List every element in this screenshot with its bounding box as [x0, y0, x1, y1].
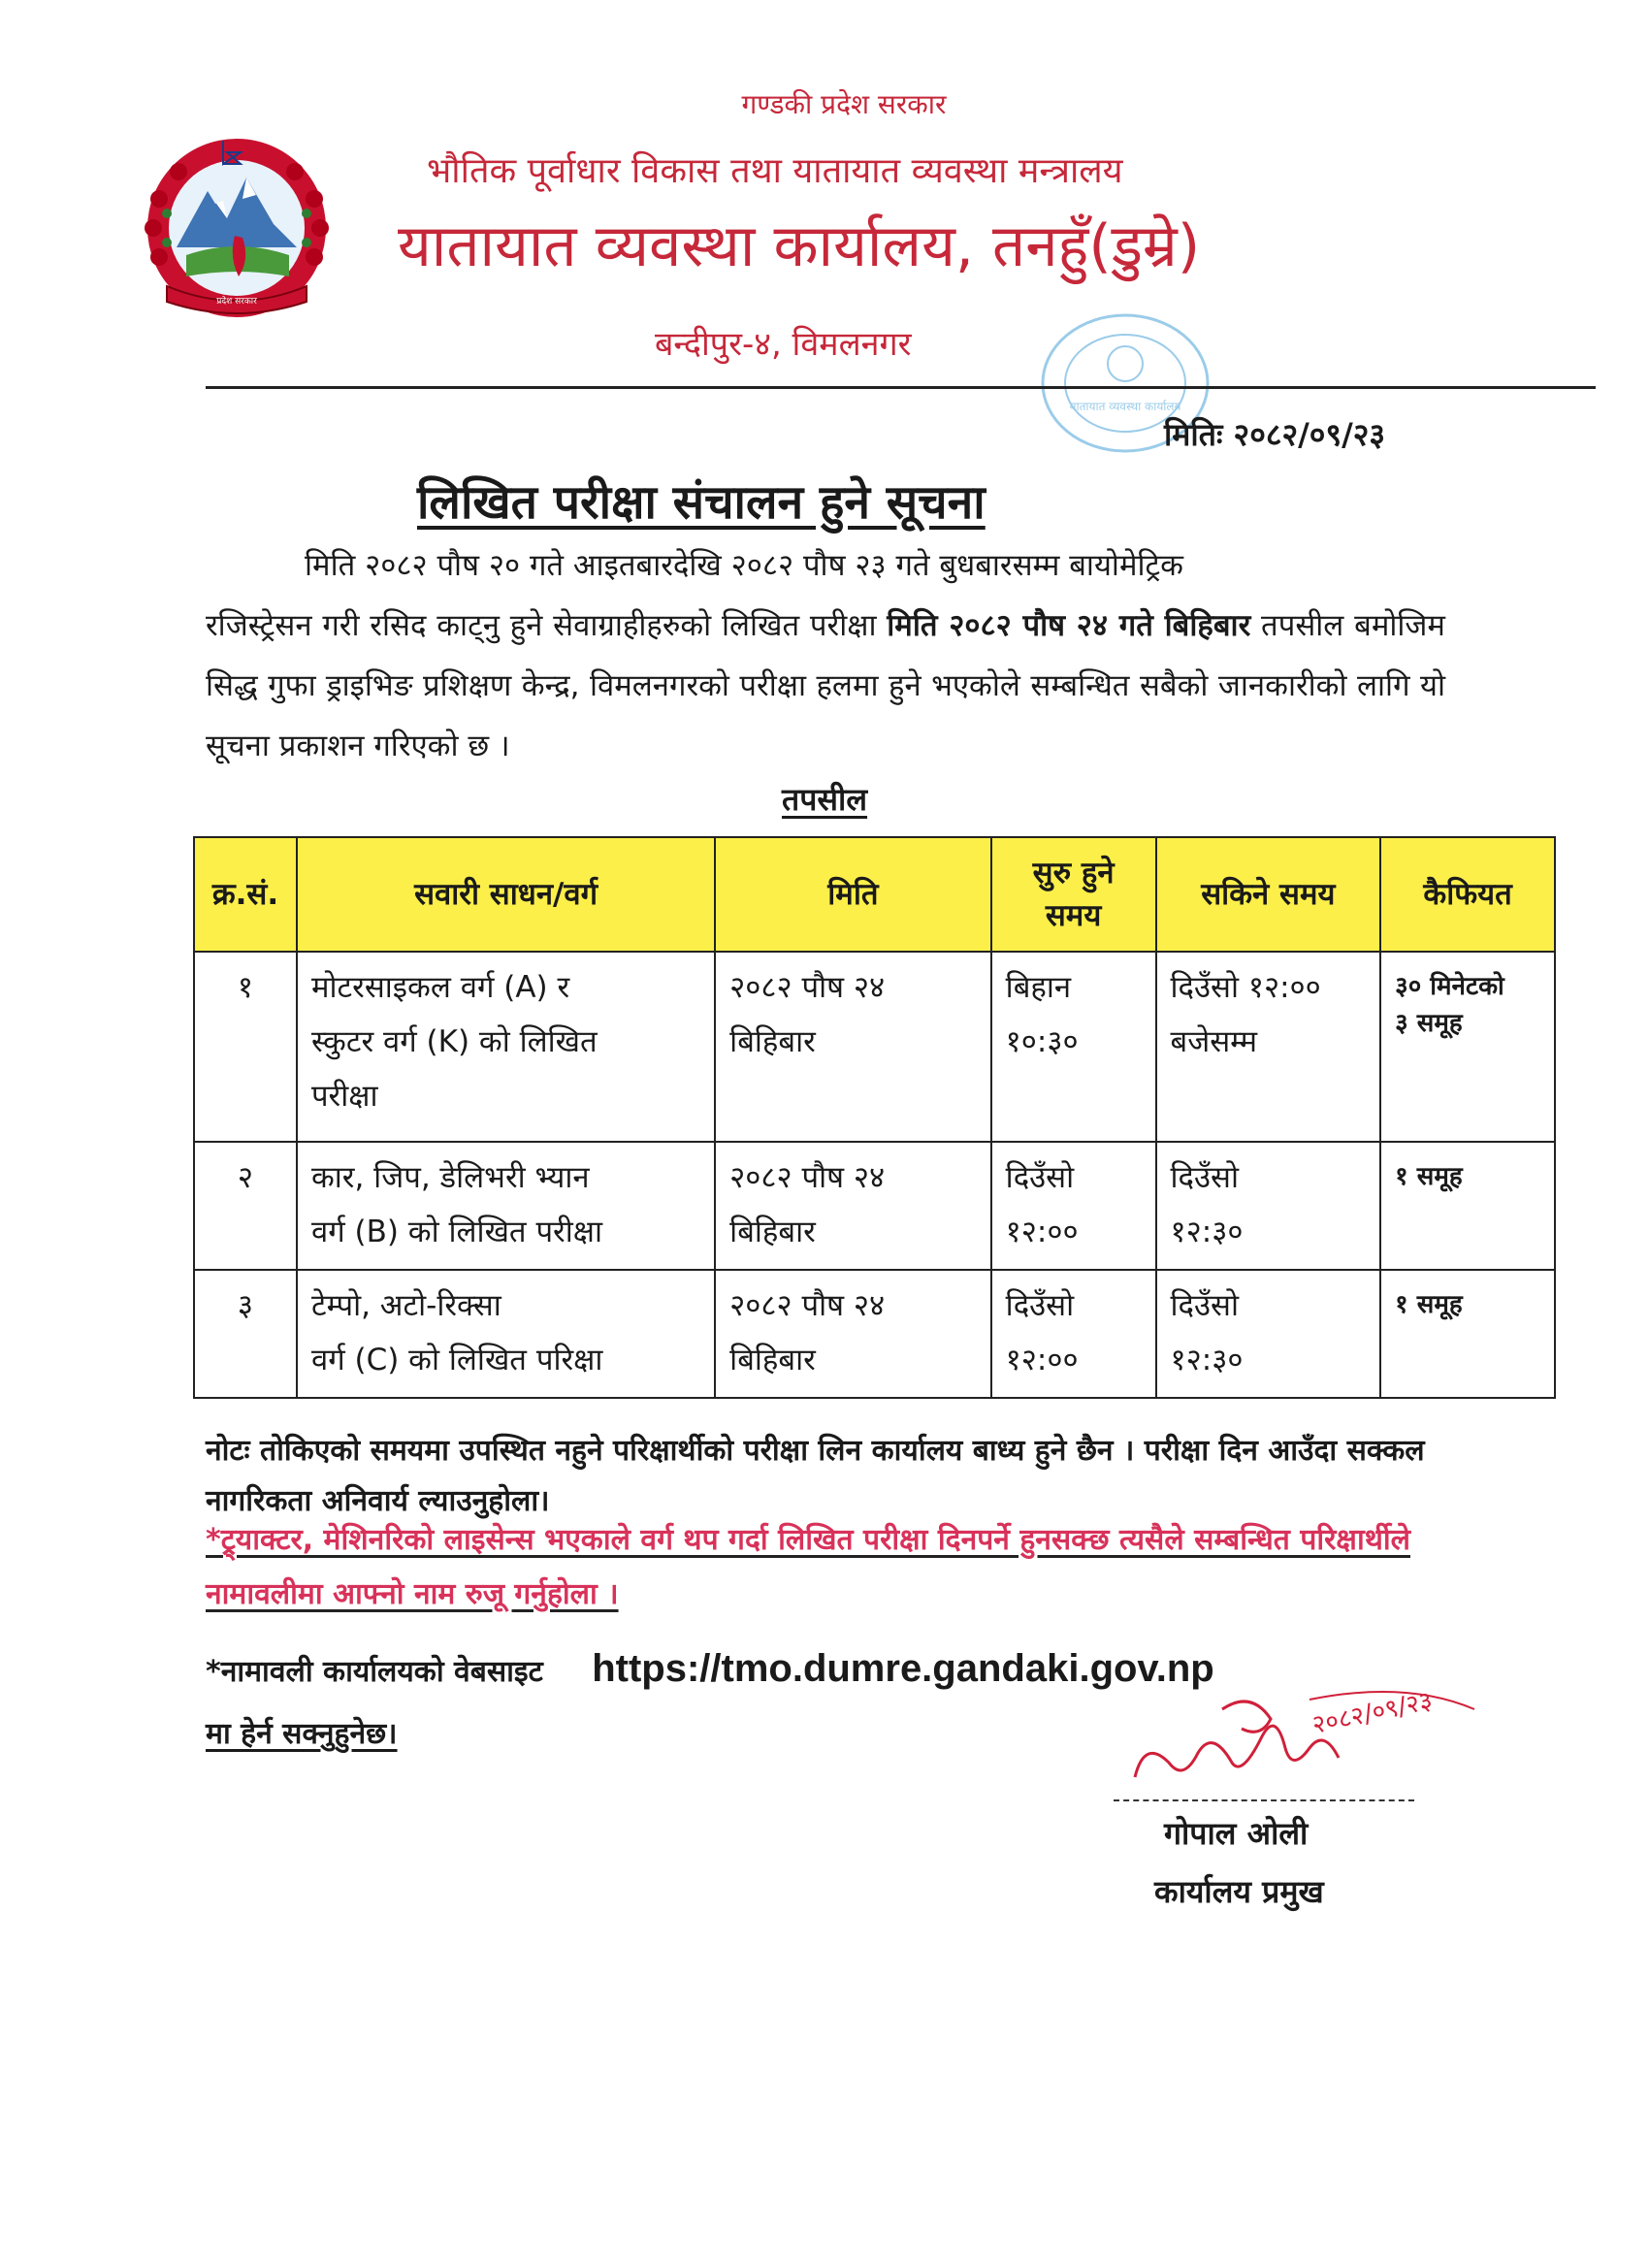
tractor-note	[206, 1513, 1445, 1622]
cell-line: दिउँसो	[1005, 1160, 1075, 1195]
ministry-name: भौतिक पूर्वाधार विकास तथा यातायात व्यवस्था मन्त्रालय	[427, 151, 1123, 191]
cell-line: २०८२ पौष २४	[729, 970, 886, 1005]
body-line-2a: रजिस्ट्रेसन गरी रसिद काट्नु हुने सेवाग्राहीहरुको लिखित परीक्षा	[206, 608, 877, 643]
exam-schedule-table	[193, 836, 1556, 1399]
signatory-name: गोपाल ओली	[1164, 1815, 1309, 1852]
signatory-title: कार्यालय प्रमुख	[1154, 1873, 1324, 1910]
cell-line: दिउँसो १२:००	[1170, 970, 1321, 1005]
table-header-row	[194, 837, 1555, 952]
website-prefix: *नामावली कार्यालयको वेबसाइट	[206, 1655, 543, 1689]
note-text: नोटः तोकिएको समयमा उपस्थित नहुने परिक्षार्थीको परीक्षा लिन कार्यालय बाध्य हुने छैन । परीक्षा दिन आउँदा सक्कल नागरिकता अनिवार्य ल्याउनुहोला।	[206, 1434, 1425, 1518]
svg-text:प्रदेश सरकार: प्रदेश सरकार	[216, 297, 257, 307]
website-suffix: मा हेर्न सक्नुहुनेछ।	[206, 1717, 398, 1751]
cell-line: बिहिबार	[729, 1343, 816, 1377]
body-line-1: मिति २०८२ पौष २० गते आइतबारदेखि २०८२ पौष २३ गते बुधबारसम्म बायोमेट्रिक	[305, 548, 1183, 583]
cell-line: बिहिबार	[729, 1024, 816, 1059]
cell-vehicle	[297, 952, 715, 1142]
cell-line: बजेसम्म	[1170, 1024, 1257, 1059]
cell-vehicle	[297, 1142, 715, 1270]
website-link[interactable]: https://tmo.dumre.gandaki.gov.np	[592, 1647, 1214, 1690]
cell-start	[991, 1142, 1156, 1270]
cell-end	[1156, 952, 1381, 1142]
cell-date	[715, 952, 991, 1142]
cell-line: १२:००	[1005, 1343, 1079, 1377]
header-divider	[206, 386, 1596, 389]
cell-line: मोटरसाइकल वर्ग (A) र	[310, 970, 570, 1005]
col-header-sn: क्र.सं.	[194, 837, 297, 952]
office-name: यातायात व्यवस्था कार्यालय, तनहुँ(डुम्रे)	[398, 212, 1201, 280]
cell-line: वर्ग (C) को लिखित परिक्षा	[310, 1343, 603, 1377]
cell-line: ३० मिनेटको	[1395, 972, 1504, 1001]
table-row	[194, 952, 1555, 1142]
cell-end	[1156, 1270, 1381, 1398]
cell-start	[991, 952, 1156, 1142]
notice-body	[206, 535, 1445, 776]
tractor-note-text: *ट्र्याक्टर, मेशिनरिको लाइसेन्स भएकाले वर्ग थप गर्दा लिखित परीक्षा दिनपर्ने हुनसक्छ त्यसैले सम्बन्धित परिक्षार्थीले नामावलीमा आफ्नो नाम रुजू गर्नुहोला ।	[206, 1523, 1410, 1611]
cell-line: १२:३०	[1170, 1215, 1244, 1249]
govt-name: गण्डकी प्रदेश सरकार	[741, 88, 947, 120]
cell-end	[1156, 1142, 1381, 1270]
body-line-2b: मिति २०८२ पौष २४ गते बिहिबार	[887, 608, 1251, 643]
notice-date: मितिः २०८२/०९/२३	[1164, 416, 1386, 453]
cell-start	[991, 1270, 1156, 1398]
cell-line: १ समूह	[1395, 1162, 1463, 1191]
col-header-date: मिति	[715, 837, 991, 952]
col-header-vehicle: सवारी साधन/वर्ग	[297, 837, 715, 952]
cell-remark	[1380, 1142, 1555, 1270]
table-row	[194, 1270, 1555, 1398]
cell-line: २०८२ पौष २४	[729, 1288, 886, 1323]
cell-line: १२:३०	[1170, 1343, 1244, 1377]
nepal-emblem	[118, 131, 356, 325]
cell-line: २०८२ पौष २४	[729, 1160, 886, 1195]
body-line-4: सम्बन्धित सबैको जानकारीको लागि यो सूचना प्रकाशन गरिएको छ ।	[206, 668, 1445, 763]
cell-vehicle	[297, 1270, 715, 1398]
col-header-end: सकिने समय	[1156, 837, 1381, 952]
cell-remark	[1380, 1270, 1555, 1398]
cell-sn: ३	[194, 1270, 297, 1398]
cell-sn: २	[194, 1142, 297, 1270]
cell-line: दिउँसो	[1005, 1288, 1075, 1323]
signature-line	[1114, 1799, 1414, 1801]
col-header-start: सुरु हुने समय	[991, 837, 1156, 952]
svg-text:२०८२/०९/२३: २०८२/०९/२३	[1310, 1686, 1436, 1740]
svg-text:यातायात व्यवस्था कार्यालय: यातायात व्यवस्था कार्यालय	[1069, 400, 1181, 413]
cell-line: बिहान	[1005, 970, 1072, 1005]
cell-remark	[1380, 952, 1555, 1142]
office-address: बन्दीपुर-४, विमलनगर	[655, 325, 912, 364]
body-line-3: तपसील बमोजिम सिद्ध गुफा ड्राइभिङ प्रशिक्षण केन्द्र, विमलनगरको परीक्षा हलमा हुने भएकोले	[206, 608, 1445, 703]
cell-line: कार, जिप, डेलिभरी भ्यान	[310, 1160, 590, 1195]
cell-line: परीक्षा	[310, 1079, 378, 1114]
table-title: तपसील	[782, 781, 868, 818]
cell-line: १२:००	[1005, 1215, 1079, 1249]
cell-line: वर्ग (B) को लिखित परीक्षा	[310, 1215, 603, 1249]
notice-title: लिखित परीक्षा संचालन हुने सूचना	[417, 475, 986, 530]
table-row	[194, 1142, 1555, 1270]
cell-date	[715, 1270, 991, 1398]
cell-line: स्कुटर वर्ग (K) को लिखित	[310, 1024, 598, 1059]
cell-line: ३ समूह	[1395, 1009, 1463, 1038]
cell-line: १ समूह	[1395, 1290, 1463, 1319]
cell-line: बिहिबार	[729, 1215, 816, 1249]
signature	[1116, 1670, 1484, 1797]
cell-date	[715, 1142, 991, 1270]
cell-sn: १	[194, 952, 297, 1142]
cell-line: दिउँसो	[1170, 1288, 1239, 1323]
cell-line: १०:३०	[1005, 1024, 1079, 1059]
col-header-remark: कैफियत	[1380, 837, 1555, 952]
cell-line: दिउँसो	[1170, 1160, 1239, 1195]
cell-line: टेम्पो, अटो-रिक्सा	[310, 1288, 501, 1323]
